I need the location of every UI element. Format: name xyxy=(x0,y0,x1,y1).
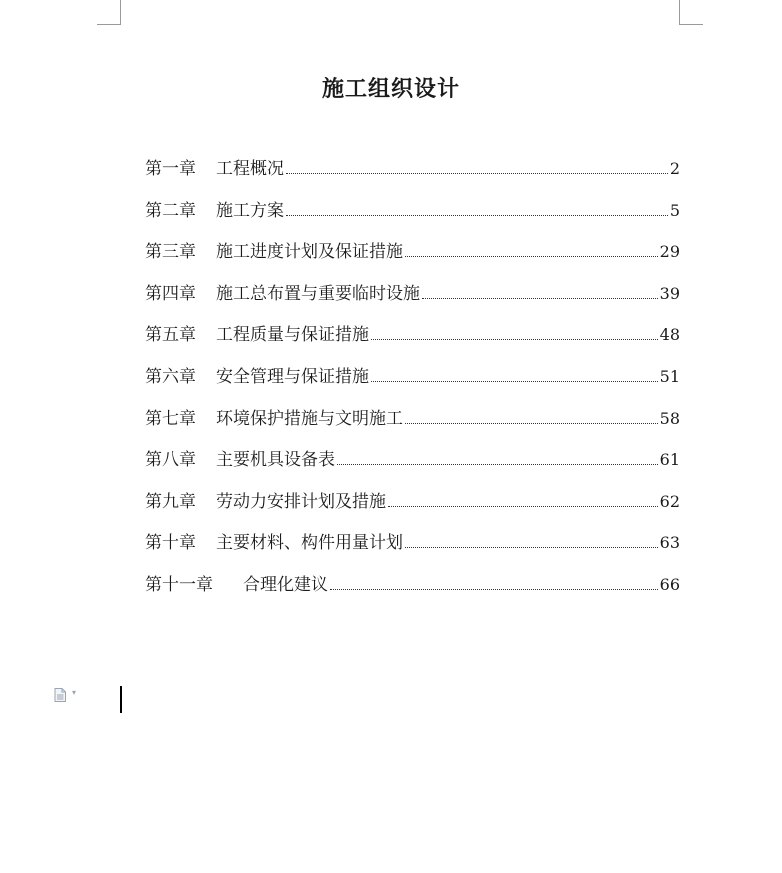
toc-chapter-title: 施工进度计划及保证措施 xyxy=(216,242,403,263)
crop-mark-top-right-horizontal xyxy=(679,24,703,25)
toc-leader-dots xyxy=(286,215,668,216)
toc-leader-dots xyxy=(422,298,658,299)
document-icon[interactable] xyxy=(54,688,66,702)
toc-chapter-number: 第一章 xyxy=(145,159,196,179)
toc-chapter-title: 工程概况 xyxy=(216,159,284,179)
toc-chapter-number: 第九章 xyxy=(145,491,196,512)
toc-entry[interactable] xyxy=(145,237,680,279)
toc-page-number: 61 xyxy=(659,450,680,470)
crop-mark-top-right-vertical xyxy=(679,0,680,24)
toc-entry[interactable] xyxy=(145,362,680,404)
toc-leader-dots xyxy=(405,256,658,257)
toc-chapter-number: 第六章 xyxy=(145,366,196,387)
toc-leader-dots xyxy=(337,464,658,465)
toc-chapter-number: 第四章 xyxy=(145,283,196,304)
toc-page-number: 39 xyxy=(659,283,680,303)
toc-chapter-number: 第二章 xyxy=(145,200,196,221)
toc-leader-dots xyxy=(371,339,658,340)
toc-page-number: 58 xyxy=(659,408,680,428)
toc-chapter-title: 主要机具设备表 xyxy=(216,450,335,471)
toc-chapter-title: 施工方案 xyxy=(216,200,284,221)
toc-leader-dots xyxy=(388,506,658,507)
toc-chapter-title: 工程质量与保证措施 xyxy=(216,325,369,346)
crop-mark-top-left-horizontal xyxy=(97,24,121,25)
toc-page-number: 63 xyxy=(659,533,680,553)
toc-chapter-title: 主要材料、构件用量计划 xyxy=(216,533,403,554)
toc-chapter-number: 第八章 xyxy=(145,450,196,471)
toc-entry[interactable] xyxy=(145,528,680,570)
text-cursor xyxy=(120,686,122,713)
toc-leader-dots xyxy=(371,381,658,382)
toc-chapter-title: 安全管理与保证措施 xyxy=(216,366,369,387)
toc-chapter-number: 第三章 xyxy=(145,242,196,263)
toc-page-number: 66 xyxy=(659,574,680,594)
toc-page-number: 48 xyxy=(659,325,680,345)
table-of-contents xyxy=(145,154,680,612)
toc-leader-dots xyxy=(405,423,658,424)
toc-chapter-title: 合理化建议 xyxy=(243,574,328,595)
toc-entry[interactable] xyxy=(145,320,680,362)
toc-page-number: 2 xyxy=(669,159,680,178)
toc-entry[interactable] xyxy=(145,445,680,487)
toc-chapter-number: 第七章 xyxy=(145,408,196,429)
toc-entry[interactable] xyxy=(145,279,680,321)
toc-entry[interactable] xyxy=(145,487,680,529)
toc-entry[interactable] xyxy=(145,154,680,196)
toc-chapter-number: 第五章 xyxy=(145,325,196,346)
chevron-down-icon[interactable]: ▾ xyxy=(72,688,77,697)
toc-page-number: 62 xyxy=(659,491,680,511)
document-title: 施工组织设计 xyxy=(321,77,460,102)
toc-chapter-number: 第十一章 xyxy=(145,574,213,595)
toc-leader-dots xyxy=(286,173,668,174)
toc-entry[interactable] xyxy=(145,404,680,446)
toc-leader-dots xyxy=(405,547,658,548)
toc-chapter-title: 施工总布置与重要临时设施 xyxy=(216,283,420,304)
toc-chapter-number: 第十章 xyxy=(145,533,196,554)
toc-chapter-title: 劳动力安排计划及措施 xyxy=(216,491,386,512)
toc-entry[interactable] xyxy=(145,570,680,612)
toc-page-number: 29 xyxy=(659,242,680,262)
toc-entry[interactable] xyxy=(145,196,680,238)
toc-page-number: 5 xyxy=(669,200,680,220)
toc-chapter-title: 环境保护措施与文明施工 xyxy=(216,408,403,429)
crop-mark-top-left-vertical xyxy=(120,0,121,24)
toc-page-number: 51 xyxy=(659,366,680,386)
toc-leader-dots xyxy=(330,589,658,590)
